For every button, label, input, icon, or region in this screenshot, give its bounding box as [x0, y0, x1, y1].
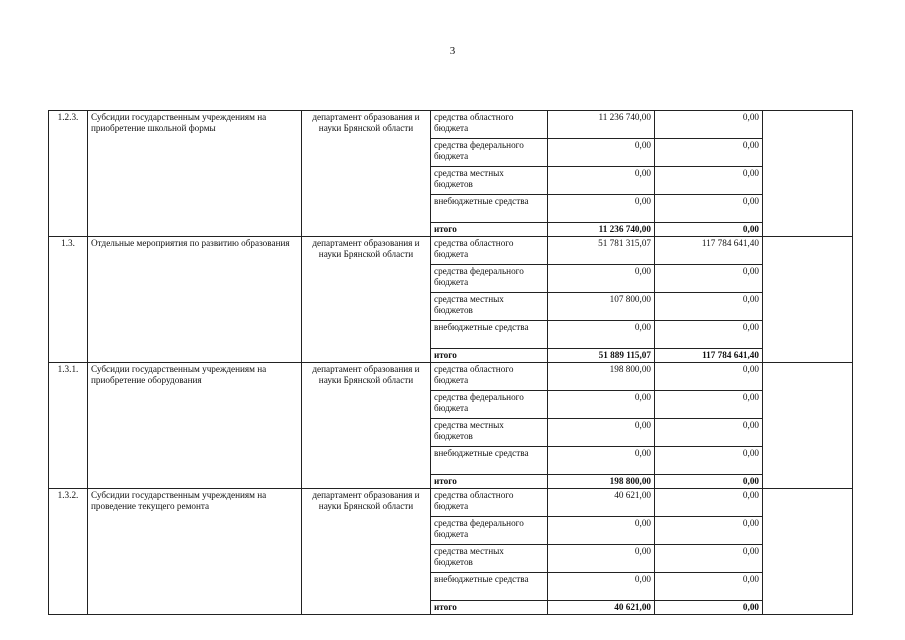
section-title: Субсидии государственным учреждениям на приобретение оборудования	[88, 363, 302, 489]
funding-source: внебюджетные средства	[431, 195, 548, 223]
total-amount-2: 0,00	[655, 601, 763, 615]
department: департамент образования и науки Брянской области	[302, 111, 431, 237]
amount-2: 0,00	[655, 517, 763, 545]
amount-1: 0,00	[548, 573, 655, 601]
amount-2: 0,00	[655, 167, 763, 195]
amount-1: 0,00	[548, 139, 655, 167]
funding-source: средства местных бюджетов	[431, 167, 548, 195]
amount-1: 11 236 740,00	[548, 111, 655, 139]
amount-2: 0,00	[655, 195, 763, 223]
table-row	[49, 237, 853, 265]
total-amount-1: 11 236 740,00	[548, 223, 655, 237]
amount-1: 0,00	[548, 195, 655, 223]
amount-2: 0,00	[655, 447, 763, 475]
total-label: итого	[431, 349, 548, 363]
funding-source: средства областного бюджета	[431, 111, 548, 139]
funding-source: средства местных бюджетов	[431, 293, 548, 321]
budget-table	[48, 110, 853, 615]
department: департамент образования и науки Брянской области	[302, 363, 431, 489]
section-title: Субсидии государственным учреждениям на приобретение школьной формы	[88, 111, 302, 237]
amount-2: 0,00	[655, 111, 763, 139]
table-row	[49, 489, 853, 517]
empty-cell	[763, 111, 853, 237]
section-number: 1.3.1.	[49, 363, 88, 489]
amount-2: 0,00	[655, 139, 763, 167]
funding-source: внебюджетные средства	[431, 447, 548, 475]
amount-1: 51 781 315,07	[548, 237, 655, 265]
amount-1: 198 800,00	[548, 363, 655, 391]
amount-2: 117 784 641,40	[655, 237, 763, 265]
amount-1: 40 621,00	[548, 489, 655, 517]
funding-source: средства федерального бюджета	[431, 139, 548, 167]
amount-1: 0,00	[548, 419, 655, 447]
amount-1: 0,00	[548, 447, 655, 475]
table-row	[49, 111, 853, 139]
total-amount-1: 198 800,00	[548, 475, 655, 489]
department: департамент образования и науки Брянской области	[302, 237, 431, 363]
amount-2: 0,00	[655, 573, 763, 601]
section-number: 1.3.2.	[49, 489, 88, 615]
total-amount-2: 0,00	[655, 223, 763, 237]
department: департамент образования и науки Брянской области	[302, 489, 431, 615]
section-number: 1.3.	[49, 237, 88, 363]
amount-2: 0,00	[655, 293, 763, 321]
funding-source: средства федерального бюджета	[431, 517, 548, 545]
amount-1: 0,00	[548, 391, 655, 419]
funding-source: средства федерального бюджета	[431, 391, 548, 419]
total-label: итого	[431, 223, 548, 237]
total-amount-1: 40 621,00	[548, 601, 655, 615]
amount-1: 0,00	[548, 265, 655, 293]
total-amount-1: 51 889 115,07	[548, 349, 655, 363]
section-title: Отдельные мероприятия по развитию образования	[88, 237, 302, 363]
total-label: итого	[431, 601, 548, 615]
amount-1: 107 800,00	[548, 293, 655, 321]
amount-1: 0,00	[548, 167, 655, 195]
funding-source: средства местных бюджетов	[431, 419, 548, 447]
total-label: итого	[431, 475, 548, 489]
funding-source: средства федерального бюджета	[431, 265, 548, 293]
amount-2: 0,00	[655, 545, 763, 573]
amount-1: 0,00	[548, 321, 655, 349]
funding-source: внебюджетные средства	[431, 321, 548, 349]
empty-cell	[763, 363, 853, 489]
total-amount-2: 117 784 641,40	[655, 349, 763, 363]
amount-2: 0,00	[655, 265, 763, 293]
funding-source: средства областного бюджета	[431, 363, 548, 391]
amount-1: 0,00	[548, 517, 655, 545]
funding-source: средства местных бюджетов	[431, 545, 548, 573]
amount-2: 0,00	[655, 391, 763, 419]
amount-2: 0,00	[655, 321, 763, 349]
funding-source: внебюджетные средства	[431, 573, 548, 601]
empty-cell	[763, 489, 853, 615]
funding-source: средства областного бюджета	[431, 489, 548, 517]
amount-2: 0,00	[655, 419, 763, 447]
amount-2: 0,00	[655, 489, 763, 517]
total-amount-2: 0,00	[655, 475, 763, 489]
amount-1: 0,00	[548, 545, 655, 573]
amount-2: 0,00	[655, 363, 763, 391]
page-number: 3	[449, 45, 456, 57]
funding-source: средства областного бюджета	[431, 237, 548, 265]
section-title: Субсидии государственным учреждениям на проведение текущего ремонта	[88, 489, 302, 615]
empty-cell	[763, 237, 853, 363]
table-row	[49, 363, 853, 391]
section-number: 1.2.3.	[49, 111, 88, 237]
